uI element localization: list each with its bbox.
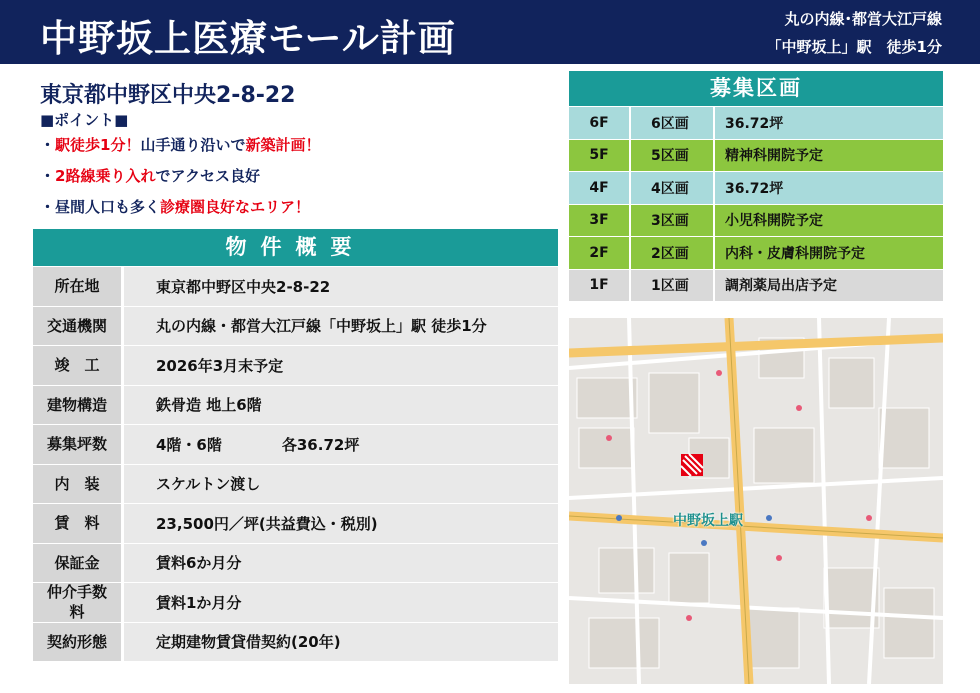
point-text: 診療圏良好なエリア！ xyxy=(160,198,311,216)
point-text: 駅徒歩1分！ xyxy=(55,136,141,154)
station-access: 「中野坂上」駅 徒歩1分 xyxy=(766,38,942,56)
unit-section: 4区画 xyxy=(629,172,713,204)
overview-value: 2026年3月末予定 xyxy=(124,346,558,385)
overview-row xyxy=(33,306,558,346)
unit-row xyxy=(569,171,943,204)
property-location-marker xyxy=(681,454,703,476)
train-lines: 丸の内線･都営大江戸線 xyxy=(784,10,942,28)
unit-row xyxy=(569,204,943,237)
overview-row xyxy=(33,266,558,306)
map-graphic xyxy=(569,318,943,684)
unit-floor: 5F xyxy=(589,147,609,164)
overview-row xyxy=(33,345,558,385)
unit-description: 調剤薬局出店予定 xyxy=(713,270,943,302)
units-heading: 募集区画 xyxy=(569,71,943,106)
overview-row xyxy=(33,582,558,622)
point-item xyxy=(40,134,321,165)
point-item xyxy=(40,196,321,227)
point-text: でアクセス良好 xyxy=(155,167,261,185)
point-text: ・昼間人口も多く xyxy=(40,198,161,216)
overview-row xyxy=(33,385,558,425)
points-list xyxy=(40,134,321,227)
overview-value: 丸の内線・都営大江戸線「中野坂上」駅 徒歩1分 xyxy=(124,307,558,346)
overview-value: 4階・6階 各36.72坪 xyxy=(124,425,558,464)
overview-row xyxy=(33,503,558,543)
overview-label: 賃 料 xyxy=(33,504,121,543)
point-item xyxy=(40,165,321,196)
unit-section: 2区画 xyxy=(629,237,713,269)
unit-row xyxy=(569,106,943,139)
overview-label: 内 装 xyxy=(33,465,121,504)
unit-floor: 1F xyxy=(589,277,609,294)
unit-section: 5区画 xyxy=(629,140,713,172)
property-address: 東京都中野区中央2-8-22 xyxy=(40,83,296,108)
point-text: ・ xyxy=(40,136,56,154)
unit-section: 6区画 xyxy=(629,107,713,139)
overview-value: 定期建物賃貸借契約(20年) xyxy=(124,623,558,662)
overview-value: 賃料6か月分 xyxy=(124,544,558,583)
unit-description: 36.72坪 xyxy=(713,172,943,204)
page-header xyxy=(0,0,980,64)
property-overview-table xyxy=(33,229,558,661)
overview-label: 交通機関 xyxy=(33,307,121,346)
overview-value: 賃料1か月分 xyxy=(124,583,558,622)
overview-label: 保証金 xyxy=(33,544,121,583)
overview-value: 鉄骨造 地上6階 xyxy=(124,386,558,425)
overview-row xyxy=(33,464,558,504)
overview-heading: 物件概要 xyxy=(33,229,558,266)
overview-value: 東京都中野区中央2-8-22 xyxy=(124,267,558,306)
unit-section: 3区画 xyxy=(629,205,713,237)
unit-description: 精神科開院予定 xyxy=(713,140,943,172)
overview-label: 契約形態 xyxy=(33,623,121,662)
area-map xyxy=(569,318,943,684)
unit-description: 小児科開院予定 xyxy=(713,205,943,237)
overview-label: 竣 工 xyxy=(33,346,121,385)
unit-row xyxy=(569,269,943,302)
unit-section: 1区画 xyxy=(629,270,713,302)
unit-description: 内科・皮膚科開院予定 xyxy=(713,237,943,269)
point-text: ・ xyxy=(40,167,56,185)
unit-floor: 4F xyxy=(589,179,609,196)
overview-value: 23,500円／坪(共益費込・税別) xyxy=(124,504,558,543)
unit-floor: 3F xyxy=(589,212,609,229)
overview-label: 募集坪数 xyxy=(33,425,121,464)
point-text: 新築計画！ xyxy=(245,136,321,154)
unit-floor: 2F xyxy=(589,244,609,261)
overview-row xyxy=(33,424,558,464)
overview-value: スケルトン渡し xyxy=(124,465,558,504)
unit-row xyxy=(569,236,943,269)
unit-description: 36.72坪 xyxy=(713,107,943,139)
page-title: 中野坂上医療モール計画 xyxy=(40,17,456,60)
unit-row xyxy=(569,139,943,172)
overview-label: 建物構造 xyxy=(33,386,121,425)
overview-row xyxy=(33,543,558,583)
unit-floor: 6F xyxy=(589,114,609,131)
overview-row xyxy=(33,622,558,662)
available-units-table xyxy=(569,71,943,301)
point-text: 2路線乗り入れ xyxy=(55,167,156,185)
points-heading: ■ポイント■ xyxy=(40,111,129,129)
overview-label: 仲介手数料 xyxy=(33,583,121,622)
station-label: 中野坂上駅 xyxy=(673,513,743,529)
overview-label: 所在地 xyxy=(33,267,121,306)
point-text: 山手通り沿いで xyxy=(140,136,246,154)
